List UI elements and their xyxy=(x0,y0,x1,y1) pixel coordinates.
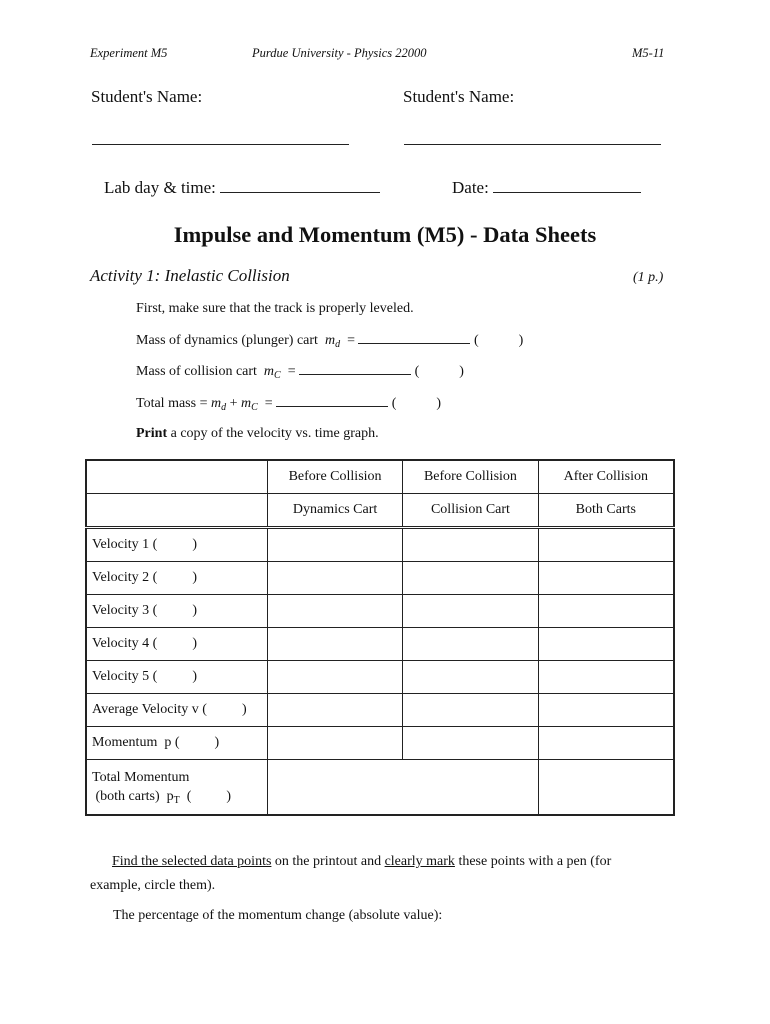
mass-dynamics-symbol: m xyxy=(324,333,336,348)
date-field[interactable] xyxy=(493,178,641,193)
total-mass-label: Total mass = xyxy=(136,396,208,411)
level-instruction: First, make sure that the track is properly leveled. xyxy=(136,301,414,316)
total-mass-m2: m xyxy=(241,396,252,411)
table-header-cell: Collision Cart xyxy=(403,494,538,528)
data-cell[interactable] xyxy=(267,595,402,628)
data-cell[interactable] xyxy=(538,727,674,760)
total-mass-sub2: C xyxy=(251,402,258,413)
table-header-cell: Before Collision xyxy=(403,460,538,494)
total-mass-m1: m xyxy=(210,396,222,411)
header-experiment: Experiment M5 xyxy=(90,46,168,60)
student-name-line-2[interactable] xyxy=(404,144,661,145)
date-row xyxy=(452,178,641,198)
page-title: Impulse and Momentum (M5) - Data Sheets xyxy=(173,222,597,247)
data-cell[interactable] xyxy=(267,694,402,727)
table-header-blank xyxy=(86,460,267,494)
table-row xyxy=(86,562,674,595)
row-label: Velocity 5 ( ) xyxy=(86,661,267,694)
lab-day-row xyxy=(104,178,380,198)
table-row xyxy=(86,528,674,562)
data-cell[interactable] xyxy=(267,528,402,562)
activity-points: (1 p.) xyxy=(633,270,664,285)
percentage-prompt: The percentage of the momentum change (absolute value): xyxy=(113,908,443,923)
mass-dynamics-subscript: d xyxy=(335,339,341,350)
table-header-cell: Dynamics Cart xyxy=(267,494,402,528)
table-header-cell: Both Carts xyxy=(538,494,674,528)
total-line-1: Total Momentum xyxy=(92,769,190,785)
equals-sign: = xyxy=(287,364,296,379)
total-line-2: (both carts) p xyxy=(92,788,174,804)
total-mass-sub1: d xyxy=(221,402,227,413)
data-cell[interactable] xyxy=(267,628,402,661)
mass-dynamics-row xyxy=(136,329,523,349)
row-label: Average Velocity v ( ) xyxy=(86,694,267,727)
find-end: these points with a pen (for xyxy=(454,854,612,869)
data-cell[interactable] xyxy=(538,528,674,562)
mass-dynamics-label: Mass of dynamics (plunger) cart xyxy=(136,333,318,348)
total-mass-field[interactable] xyxy=(276,392,388,407)
mass-collision-row xyxy=(136,360,464,380)
unit-open: ( xyxy=(414,364,420,379)
row-label: Momentum p ( ) xyxy=(86,727,267,760)
mass-collision-label: Mass of collision cart xyxy=(136,364,257,379)
equals-sign: = xyxy=(347,333,355,348)
row-label: Velocity 1 ( ) xyxy=(86,528,267,562)
student-name-label-2: Student's Name: xyxy=(403,87,515,106)
table-header-row-2 xyxy=(86,494,674,528)
total-momentum-before-cell[interactable] xyxy=(267,760,538,816)
print-bold: Print xyxy=(136,426,168,441)
print-instruction xyxy=(136,426,379,442)
table-row xyxy=(86,628,674,661)
row-label-total xyxy=(86,760,267,816)
table-row-total xyxy=(86,760,674,816)
total-mass-row xyxy=(136,392,441,412)
date-label: Date: xyxy=(452,178,489,197)
find-line-2: example, circle them). xyxy=(90,878,216,893)
total-momentum-after-cell[interactable] xyxy=(538,760,674,816)
table-header-blank xyxy=(86,494,267,528)
unit-open: ( xyxy=(391,396,397,411)
equals-sign: = xyxy=(264,396,273,411)
find-underlined: Find the selected data points xyxy=(112,854,272,869)
mass-collision-field[interactable] xyxy=(299,360,411,375)
unit-close: ) xyxy=(518,333,524,348)
table-header-cell: Before Collision xyxy=(267,460,402,494)
data-cell[interactable] xyxy=(538,562,674,595)
mass-collision-subscript: C xyxy=(274,370,281,381)
mark-underlined: clearly mark xyxy=(384,854,455,869)
table-row xyxy=(86,727,674,760)
header-university: Purdue University - Physics 22000 xyxy=(252,46,427,60)
data-cell[interactable] xyxy=(267,562,402,595)
data-cell[interactable] xyxy=(403,694,538,727)
data-cell[interactable] xyxy=(403,661,538,694)
data-cell[interactable] xyxy=(267,727,402,760)
row-label: Velocity 3 ( ) xyxy=(86,595,267,628)
unit-open: ( xyxy=(473,333,479,348)
row-label: Velocity 4 ( ) xyxy=(86,628,267,661)
data-cell[interactable] xyxy=(403,595,538,628)
row-label: Velocity 2 ( ) xyxy=(86,562,267,595)
data-cell[interactable] xyxy=(403,628,538,661)
data-cell[interactable] xyxy=(538,595,674,628)
header-page-number: M5-11 xyxy=(632,46,665,60)
data-cell[interactable] xyxy=(403,727,538,760)
data-cell[interactable] xyxy=(403,528,538,562)
lab-day-field[interactable] xyxy=(220,178,380,193)
print-rest: a copy of the velocity vs. time graph. xyxy=(170,426,379,441)
total-unit: ( ) xyxy=(179,788,232,804)
table-row xyxy=(86,661,674,694)
unit-close: ) xyxy=(436,396,442,411)
data-cell[interactable] xyxy=(538,694,674,727)
data-cell[interactable] xyxy=(267,661,402,694)
data-table xyxy=(85,459,675,816)
table-row xyxy=(86,694,674,727)
student-name-line-1[interactable] xyxy=(92,144,349,145)
data-cell[interactable] xyxy=(538,661,674,694)
mass-collision-symbol: m xyxy=(263,364,275,379)
plus-sign: + xyxy=(229,396,238,411)
lab-day-label: Lab day & time: xyxy=(104,178,216,197)
data-cell[interactable] xyxy=(538,628,674,661)
table-header-cell: After Collision xyxy=(538,460,674,494)
data-cell[interactable] xyxy=(403,562,538,595)
find-mid: on the printout and xyxy=(271,854,385,869)
activity-title: Activity 1: Inelastic Collision xyxy=(90,266,290,285)
find-points-paragraph xyxy=(90,850,680,898)
mass-dynamics-field[interactable] xyxy=(358,329,470,344)
table-header-row-1 xyxy=(86,460,674,494)
total-subscript: T xyxy=(173,794,180,806)
unit-close: ) xyxy=(459,364,464,379)
table-row xyxy=(86,595,674,628)
student-name-label-1: Student's Name: xyxy=(91,87,203,106)
